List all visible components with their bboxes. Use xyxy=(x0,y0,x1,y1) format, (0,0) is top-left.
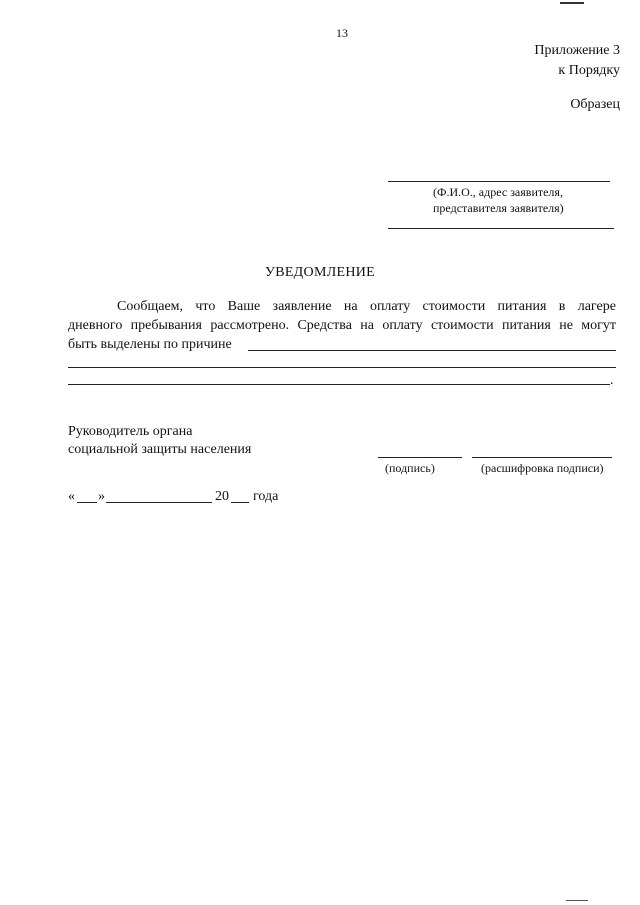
sample-label: Образец xyxy=(570,97,620,112)
body-word: что xyxy=(195,299,216,314)
date-day-line xyxy=(77,502,97,503)
body-word: питания xyxy=(497,299,547,314)
date-open-quote: « xyxy=(68,489,75,504)
body-line-1 xyxy=(117,298,616,315)
date-year-line xyxy=(231,502,249,503)
head-title-line-1: Руководитель органа xyxy=(68,424,193,439)
scan-mark-top-right xyxy=(560,2,584,4)
addressee-line-bottom xyxy=(388,228,614,229)
addressee-caption-2: представителя заявителя) xyxy=(433,201,564,215)
document-title: УВЕДОМЛЕНИЕ xyxy=(264,265,376,280)
body-line-3: быть выделены по причине xyxy=(68,337,232,352)
signature-decoding-caption: (расшифровка подписи) xyxy=(481,461,604,475)
appendix-line-1: Приложение 3 xyxy=(534,43,620,58)
head-title-line-2: социальной защиты населения xyxy=(68,442,252,457)
addressee-caption-1: (Ф.И.О., адрес заявителя, xyxy=(433,185,563,199)
signature-caption: (подпись) xyxy=(385,461,435,475)
body-word: на xyxy=(343,299,358,314)
body-word: заявление xyxy=(272,299,332,314)
reason-line-1 xyxy=(248,350,616,351)
reason-line-3 xyxy=(68,384,610,385)
body-word: стоимости xyxy=(422,299,486,314)
date-year-suffix: года xyxy=(253,489,279,504)
date-year-prefix: 20 xyxy=(215,489,229,504)
body-word: оплату xyxy=(369,299,411,314)
reason-period: . xyxy=(610,373,614,388)
signature-decoding-line xyxy=(472,457,612,458)
addressee-line-top xyxy=(388,181,610,182)
body-word: Ваше xyxy=(227,299,261,314)
appendix-line-2: к Порядку xyxy=(558,63,620,78)
body-word: в xyxy=(558,299,566,314)
page-number: 13 xyxy=(336,26,348,40)
body-line-2: дневного пребывания рассмотрено. Средства на оплату стоимости питания не могут xyxy=(68,318,616,333)
scan-mark-bottom-right xyxy=(566,900,588,901)
date-month-line xyxy=(106,502,212,503)
signature-line xyxy=(378,457,462,458)
body-word: лагере xyxy=(577,299,616,314)
date-close-quote: » xyxy=(98,489,105,504)
body-word: Сообщаем, xyxy=(117,299,184,314)
reason-line-2 xyxy=(68,367,616,368)
